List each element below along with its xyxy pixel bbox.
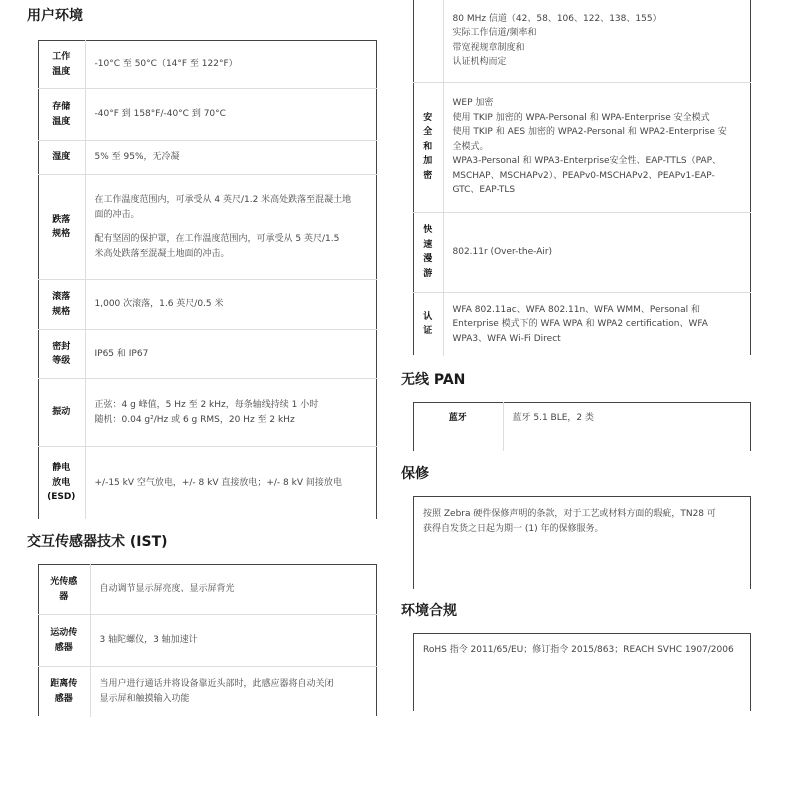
- spec-value: [90, 667, 377, 717]
- spec-value-line: 配有坚固的保护罩，在工作温度范围内，可承受从 5 英尺/1.5: [94, 234, 340, 244]
- spec-value-line: 米高处跌落至混凝土地面的冲击。: [94, 248, 230, 259]
- pan-heading: 无线 PAN: [401, 372, 466, 388]
- spec-row: [38, 89, 377, 141]
- spec-key-line: 漫: [423, 254, 433, 264]
- spec-value: [85, 447, 377, 519]
- spec-row: [38, 615, 377, 667]
- spec-key: [38, 141, 85, 175]
- spec-key: [38, 41, 85, 89]
- ist-table: [38, 564, 377, 717]
- spec-key-line: 规格: [52, 306, 71, 317]
- env-compliance-heading: 环境合规: [401, 603, 457, 619]
- spec-value-line: 5% 至 95%，无冷凝: [94, 152, 180, 163]
- user-env-rows: [38, 41, 377, 519]
- spec-key-line: 密: [423, 170, 433, 181]
- spec-key-line: 加: [423, 156, 433, 167]
- spec-key-line: 快: [423, 225, 433, 235]
- user-env-heading: 用户环境: [27, 8, 83, 24]
- spec-key: [38, 615, 90, 667]
- spec-value: [90, 565, 377, 615]
- spec-value-line: 带宽视规章制度和: [452, 42, 525, 53]
- spec-value-line: IP65 和 IP67: [94, 348, 149, 359]
- spec-key: [38, 89, 85, 141]
- spec-value: [503, 403, 751, 451]
- spec-value-line: +/-15 kV 空气放电，+/- 8 kV 直接放电；+/- 8 kV 间接放电: [94, 477, 342, 488]
- spec-key-line: 密封: [52, 341, 71, 352]
- spec-key-line: 安: [423, 112, 433, 123]
- spec-value: [85, 141, 377, 175]
- spec-key-line: 认: [423, 311, 433, 322]
- spec-key: [38, 330, 85, 379]
- spec-value: [90, 615, 377, 667]
- warranty-line: 按照 Zebra 硬件保修声明的条款，对于工艺或材料方面的瑕疵，TN28 可: [423, 509, 716, 519]
- spec-row: [38, 280, 377, 330]
- spec-value: [443, 0, 751, 82]
- spec-value: [85, 280, 377, 330]
- spec-key: [38, 565, 90, 615]
- spec-key-line: 运动传: [50, 628, 78, 638]
- spec-value-line: 面的冲击。: [94, 209, 140, 220]
- ist-rows: [38, 565, 377, 717]
- spec-value-line: WEP 加密: [452, 98, 494, 109]
- spec-value-line: 正弦：4 g 峰值，5 Hz 至 2 kHz，每条轴线持续 1 小时: [94, 400, 319, 410]
- spec-row: [38, 667, 377, 717]
- spec-value-line: 自动调节显示屏亮度、显示屏背光: [99, 584, 235, 595]
- spec-value-line: Enterprise 模式下的 WFA WPA 和 WPA2 certification、WFA: [452, 319, 708, 329]
- spec-value-line: 显示屏和触摸输入功能: [99, 693, 190, 704]
- env-compliance-text: [413, 634, 751, 667]
- spec-value: [443, 292, 751, 356]
- spec-key-line: 湿度: [52, 152, 71, 163]
- spec-row: [413, 82, 751, 212]
- spec-value-line: 使用 TKIP 和 AES 加密的 WPA2-Personal 和 WPA2-Enterprise 安: [452, 127, 727, 138]
- spec-row: [38, 565, 377, 615]
- spec-key-line: 温度: [52, 116, 71, 127]
- spec-value-line: 认证机构而定: [452, 57, 507, 68]
- spec-row: [38, 330, 377, 379]
- spec-value-line: 802.11r (Over-the-Air): [452, 246, 553, 257]
- spec-value-line: GTC、EAP-TLS: [452, 185, 516, 196]
- spec-key-line: 工作: [52, 52, 71, 62]
- spec-value-line: 使用 TKIP 加密的 WPA-Personal 和 WPA-Enterprise 安全模式: [452, 112, 710, 123]
- spec-key-line: 温度: [52, 66, 71, 77]
- spec-key-line: 感器: [54, 642, 73, 653]
- spec-key: [413, 292, 443, 356]
- env-compliance-line: RoHS 指令 2011/65/EU；修订指令 2015/863；REACH SVHC 1907/2006: [423, 645, 734, 655]
- spec-row: [38, 141, 377, 175]
- spec-value: [85, 175, 377, 280]
- spec-value-line: 蓝牙 5.1 BLE，2 类: [512, 413, 594, 423]
- ist-heading: 交互传感器技术 (IST): [27, 534, 168, 550]
- spec-value-line: 80 MHz 信道（42、58、106、122、138、155）: [452, 13, 662, 24]
- spec-key: [413, 82, 443, 212]
- spec-value-line: 3 轴陀螺仪，3 轴加速计: [99, 635, 198, 646]
- warranty-line: 获得自发货之日起为期一 (1) 年的保修服务。: [423, 523, 604, 534]
- spec-key: [413, 0, 443, 82]
- spec-value-line: 全模式。: [452, 141, 489, 152]
- spec-value: [85, 41, 377, 89]
- spec-key: [413, 403, 503, 451]
- spec-row: [413, 403, 751, 451]
- spec-key-line: 速: [423, 239, 433, 250]
- spec-key: [38, 667, 90, 717]
- spec-row: [38, 447, 377, 519]
- spec-key-line: 感器: [54, 693, 73, 704]
- spec-value: [443, 212, 751, 292]
- spec-key-line: 距离传: [50, 679, 78, 690]
- spec-row: [413, 0, 751, 82]
- spec-value: [85, 89, 377, 141]
- wlan-security-table: [413, 0, 751, 356]
- warranty-text: [413, 497, 751, 545]
- warranty-box: [413, 496, 751, 589]
- spec-value-line: WPA3、WFA Wi-Fi Direct: [452, 333, 561, 344]
- spec-key: [38, 280, 85, 330]
- spec-value: [85, 330, 377, 379]
- warranty-heading: 保修: [401, 466, 429, 482]
- spec-key-line: 放电: [52, 477, 71, 488]
- spec-key-line: 器: [59, 591, 69, 602]
- spec-row: [38, 379, 377, 447]
- spec-row: [38, 41, 377, 89]
- spec-value-line: 实际工作信道/频率和: [452, 28, 537, 39]
- env-compliance-box: [413, 633, 751, 711]
- spec-value-line: MSCHAP、MSCHAPv2）、PEAPv0-MSCHAPv2、PEAPv1-EAP-: [452, 170, 715, 181]
- spec-key: [38, 175, 85, 280]
- spec-value-line: 1,000 次滚落，1.6 英尺/0.5 米: [94, 299, 224, 310]
- spec-value-line: 随机：0.04 g²/Hz 或 6 g RMS，20 Hz 至 2 kHz: [94, 414, 295, 425]
- pan-table: [413, 402, 751, 451]
- spec-value-line: WPA3-Personal 和 WPA3-Enterprise安全性、EAP-TTLS（PAP、: [452, 156, 722, 167]
- spec-key-line: 滚落: [52, 292, 71, 302]
- pan-rows: [413, 403, 751, 451]
- spec-key-line: 跌落: [52, 214, 71, 225]
- spec-value-line: 当用户进行通话并将设备靠近头部时，此感应器将自动关闭: [99, 679, 334, 690]
- spec-row: [413, 212, 751, 292]
- spec-value: [443, 82, 751, 212]
- spec-value-gap: [95, 222, 370, 232]
- spec-row: [38, 175, 377, 280]
- spec-key-line: 和: [423, 141, 433, 152]
- spec-value-line: -40°F 到 158°F/-40°C 到 70°C: [94, 109, 226, 120]
- spec-value: [85, 379, 377, 447]
- spec-key-line: 静电: [52, 463, 71, 473]
- spec-key-line: 存储: [52, 102, 71, 112]
- spec-key-line: 振动: [52, 407, 71, 418]
- spec-key-line: 等级: [52, 356, 71, 366]
- spec-key-line: (ESD): [47, 492, 76, 502]
- spec-key-line: 规格: [52, 229, 71, 239]
- spec-key: [413, 212, 443, 292]
- spec-key: [38, 447, 85, 519]
- spec-key-line: 游: [423, 268, 433, 279]
- spec-value-line: -10°C 至 50°C（14°F 至 122°F）: [94, 59, 238, 70]
- spec-key-line: 证: [423, 326, 433, 337]
- spec-value-line: 在工作温度范围内，可承受从 4 英尺/1.2 米高处跌落至混凝土地: [94, 195, 352, 205]
- wlan-rows: [413, 0, 751, 356]
- spec-key-line: 光传感: [50, 577, 78, 587]
- spec-key-line: 全: [423, 127, 433, 138]
- spec-value-line: WFA 802.11ac、WFA 802.11n、WFA WMM、Personal 和: [452, 304, 701, 315]
- user-env-table: [38, 40, 377, 519]
- spec-key-line: 蓝牙: [448, 413, 467, 423]
- spec-key: [38, 379, 85, 447]
- spec-row: [413, 292, 751, 356]
